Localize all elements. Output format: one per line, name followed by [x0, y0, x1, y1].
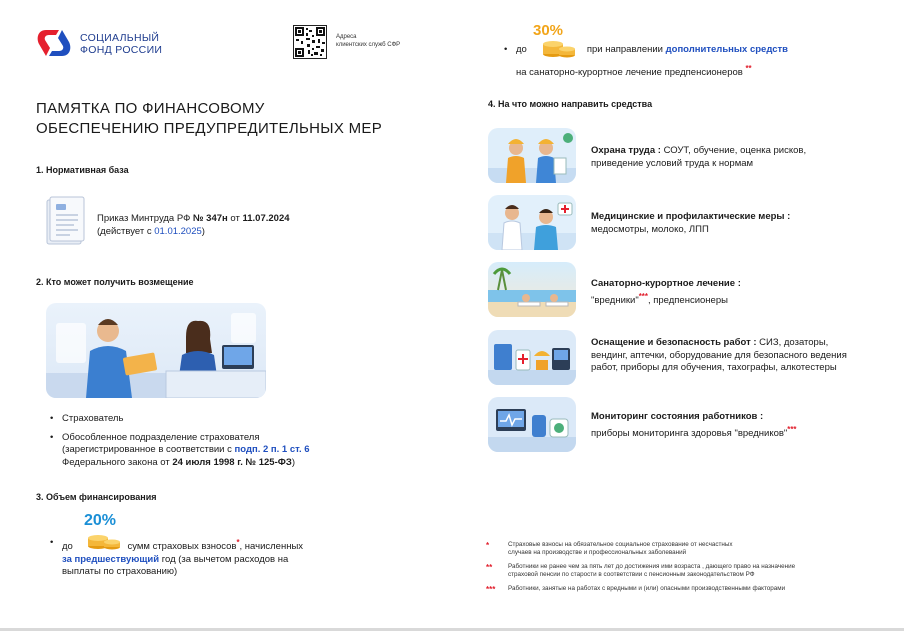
- funding-prefix: до: [62, 541, 73, 553]
- order-date: 11.07.2024: [242, 213, 290, 224]
- additional-text2: на санаторно-курортное лечение предпенсионеров: [516, 66, 746, 78]
- section4-heading: 4. На что можно направить средства: [488, 99, 653, 109]
- sfr-logo: [36, 26, 186, 60]
- monitoring-illustration: [488, 397, 576, 452]
- medical-illustration: [488, 195, 576, 250]
- item5-title: Мониторинг состояния работников :: [591, 411, 764, 422]
- item3-title: Санаторно-курортное лечение :: [591, 278, 741, 289]
- order-mid: от: [227, 213, 243, 224]
- item1-title: Охрана труда :: [591, 145, 664, 156]
- office-scene-icon: [46, 303, 266, 398]
- section3-heading: 3. Объем финансирования: [36, 492, 157, 502]
- list-item: [50, 432, 310, 470]
- page-title-line2: ОБЕСПЕЧЕНИЮ ПРЕДУПРЕДИТЕЛЬНЫХ МЕР: [36, 120, 382, 137]
- item2-line2: медосмотры, молоко, ЛПП: [591, 223, 709, 235]
- funding-text4: выплаты по страхованию): [62, 566, 178, 578]
- item4-line3: работ, приборы для обучения, тахографы, алкотестеры: [591, 362, 837, 373]
- list-item: [591, 278, 886, 307]
- section1-heading: 1. Нормативная база: [36, 165, 129, 175]
- bullet-dot-icon: •: [50, 537, 54, 548]
- office-illustration: [46, 303, 266, 398]
- footnote-item: [486, 541, 886, 557]
- percent-30: 30%: [533, 22, 564, 39]
- list-item: [591, 211, 886, 236]
- labor-safety-illustration: [488, 128, 576, 183]
- item2-title: Медицинские и профилактические меры :: [591, 211, 791, 222]
- item3-line2: "вредники": [591, 294, 639, 306]
- federal-law-ref: 24 июля 1998 г. № 125-ФЗ: [172, 456, 292, 468]
- funding-volume-text: [50, 537, 340, 579]
- equipment-illustration: [488, 330, 576, 385]
- list-item: [50, 413, 310, 426]
- sanatorium-illustration: [488, 262, 576, 317]
- bullet-branch-line2-prefix: (зарегистрированное в соответствии с: [62, 444, 235, 455]
- safety-equipment-icon: [488, 330, 576, 385]
- sfr-logo-icon: [36, 28, 72, 58]
- footnote1-line1: Страховые взносы на обязательное социальное страхование от несчастных: [508, 541, 733, 548]
- additional-text1: при направлении: [586, 44, 666, 55]
- bullet-insurer: Страхователь: [62, 413, 124, 424]
- item4-title: Оснащение и безопасность работ :: [591, 337, 760, 348]
- footnote2-line2: страховой пенсии по старости в соответствии с пенсионным законодательством РФ: [508, 571, 755, 578]
- item5-line2: приборы мониторинга здоровья "вредников": [591, 427, 788, 439]
- order-prefix: Приказ Минтруда РФ: [97, 213, 193, 224]
- item4-line2: вендинг, аптечки, оборудование для безопасного ведения: [591, 349, 847, 361]
- footnote-star-5: ***: [787, 424, 797, 434]
- additional-funds-link[interactable]: дополнительных средств: [665, 44, 788, 55]
- item3-line3: , предпенсионеры: [647, 294, 728, 306]
- qr-code-icon: [294, 26, 326, 58]
- list-item: [591, 145, 886, 170]
- footnote-star-2: **: [745, 63, 752, 73]
- footnote-star-1: *: [236, 538, 240, 547]
- document-icon: [44, 195, 86, 247]
- hard-hat-workers-icon: [488, 128, 576, 183]
- doctor-patient-icon: [488, 195, 576, 250]
- percent-20: 20%: [84, 512, 117, 529]
- funding-text3: год (за вычетом расходов на: [159, 553, 289, 565]
- effective-date: 01.01.2025: [154, 225, 202, 237]
- footnotes: [486, 541, 886, 593]
- page-title-line1: ПАМЯТКА ПО ФИНАНСОВОМУ: [36, 100, 265, 117]
- page-title: [36, 99, 382, 139]
- footnote-mark-1: *: [486, 541, 490, 550]
- footnote3-line1: Работники, занятые на работах с вредными и (или) опасными производственными факторами: [508, 585, 786, 592]
- footnote1-line2: случаев на производстве и профессиональных заболеваний: [508, 549, 687, 556]
- qr-caption: [336, 34, 426, 49]
- bullet-branch-line3-prefix: Федерального закона от: [62, 456, 173, 468]
- footnote2-line1: Работники не ранее чем за пять лет до достижения ими возраста , дающего право на назначение: [508, 563, 796, 570]
- funding-text2: , начисленных: [239, 541, 304, 553]
- bullet-branch-line3-suffix: ): [291, 456, 295, 468]
- list-item: [591, 411, 886, 440]
- effective-prefix: (действует с: [97, 225, 155, 237]
- footnote-item: [486, 563, 886, 579]
- law-article-link[interactable]: подп. 2 п. 1 ст. 6: [234, 444, 310, 455]
- qr-caption-line2: клиентских служб СФР: [336, 41, 401, 48]
- qr-caption-line1: Адреса: [336, 34, 357, 40]
- additional-prefix: до: [516, 44, 527, 55]
- section2-heading: 2. Кто может получить возмещение: [36, 277, 194, 287]
- previous-year-link[interactable]: за предшествующий: [62, 553, 160, 565]
- list-item: [591, 337, 891, 375]
- bullet-dot-icon: •: [504, 44, 508, 55]
- bullet-list-who: [50, 413, 310, 469]
- order-reference: [97, 213, 290, 238]
- footnote-star-3: ***: [638, 291, 648, 301]
- effective-suffix: ): [201, 225, 205, 237]
- qr-code[interactable]: [293, 25, 327, 59]
- bullet-branch-line1: Обособленное подразделение страхователя: [62, 431, 260, 443]
- bullet-dot-icon: •: [50, 431, 54, 443]
- beach-resort-icon: [488, 262, 576, 317]
- logo-line2: ФОНД РОССИИ: [80, 44, 163, 56]
- item4-line1: СИЗ, дозаторы,: [759, 337, 829, 348]
- footnote-mark-3: ***: [486, 585, 496, 594]
- order-number: № 347н: [192, 213, 228, 224]
- item1-line1: СОУТ, обучение, оценка рисков,: [663, 145, 807, 156]
- funding-text1: сумм страховых взносов: [124, 541, 237, 553]
- health-monitor-icon: [488, 397, 576, 452]
- footnote-item: [486, 585, 886, 593]
- item1-line2: приведение условий труда к нормам: [591, 157, 754, 169]
- additional-funds-text: [504, 44, 884, 79]
- logo-line1: СОЦИАЛЬНЫЙ: [80, 32, 160, 44]
- footnote-mark-2: **: [486, 563, 493, 572]
- bullet-dot-icon: •: [50, 413, 54, 424]
